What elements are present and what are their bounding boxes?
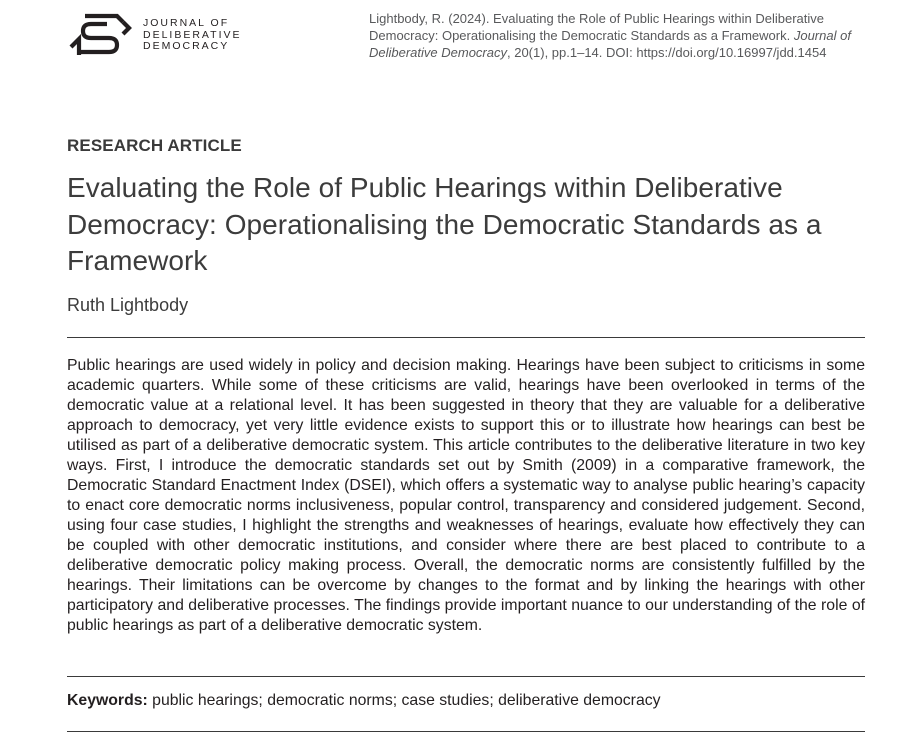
divider-bottom — [67, 731, 865, 732]
logo-line-2: DELIBERATIVE — [143, 28, 242, 41]
journal-logo-text — [143, 18, 242, 53]
author-name[interactable]: Ruth Lightbody — [67, 295, 189, 315]
citation-details: , 20(1), pp.1–14. DOI: https://doi.org/10.16997/jdd.1454 — [507, 45, 827, 60]
divider-middle — [67, 676, 865, 677]
article-type: RESEARCH ARTICLE — [67, 136, 242, 155]
logo-line-1: JOURNAL OF — [143, 17, 230, 29]
citation — [369, 10, 869, 61]
abstract: Public hearings are used widely in policy and decision making. Hearings have been subject to criticisms in some academic quarters. While some of these criticisms are valid, hearings have been overlooked in terms of the democratic value at a relational level. It has been suggested in theory that they are valuable for a deliberative approach to democracy, yet very little evidence exists to support this or to illustrate how hearings can best be utilised as part of a deliberative democratic system. This article contributes to the deliberative literature in two key ways. First, I introduce the democratic standards set out by Smith (2009) in a comparative framework, the Democratic Standard Enactment Index (DSEI), which offers a systematic way to analyse public hearing’s capacity to enact core democratic norms inclusiveness, popular control, transparency and considered judgement. Second, using four case studies, I highlight the strengths and weaknesses of hearings, evaluate how effectively they can be coupled with other democratic institutions, and consider where there are best placed to contribute to a deliberative democratic policy making process. Overall, the democratic norms are consistently fulfilled by the hearings. Their limitations can be overcome by changes to the format and by linking the hearings with other participatory and deliberative processes. The findings provide important nuance to our understanding of the role of public hearings as part of a deliberative democratic system. — [67, 357, 865, 634]
citation-journal: Journal of Deliberative Democracy — [369, 28, 851, 60]
article-title: Evaluating the Role of Public Hearings within Deliberative Democracy: Operationalising the Democratic Standards as a Framework — [67, 172, 822, 276]
citation-text: Lightbody, R. (2024). Evaluating the Role of Public Hearings within Deliberative Democracy: Operationalising the Democratic Standards as a Framework. — [369, 11, 825, 43]
logo-line-3: DEMOCRACY — [143, 40, 230, 52]
keywords-label: Keywords: — [67, 692, 148, 709]
keywords — [67, 692, 865, 710]
keywords-list: public hearings; democratic norms; case studies; deliberative democracy — [152, 692, 661, 709]
jdd-logo-icon — [67, 12, 133, 58]
divider-top — [67, 337, 865, 338]
journal-logo[interactable] — [67, 12, 242, 62]
